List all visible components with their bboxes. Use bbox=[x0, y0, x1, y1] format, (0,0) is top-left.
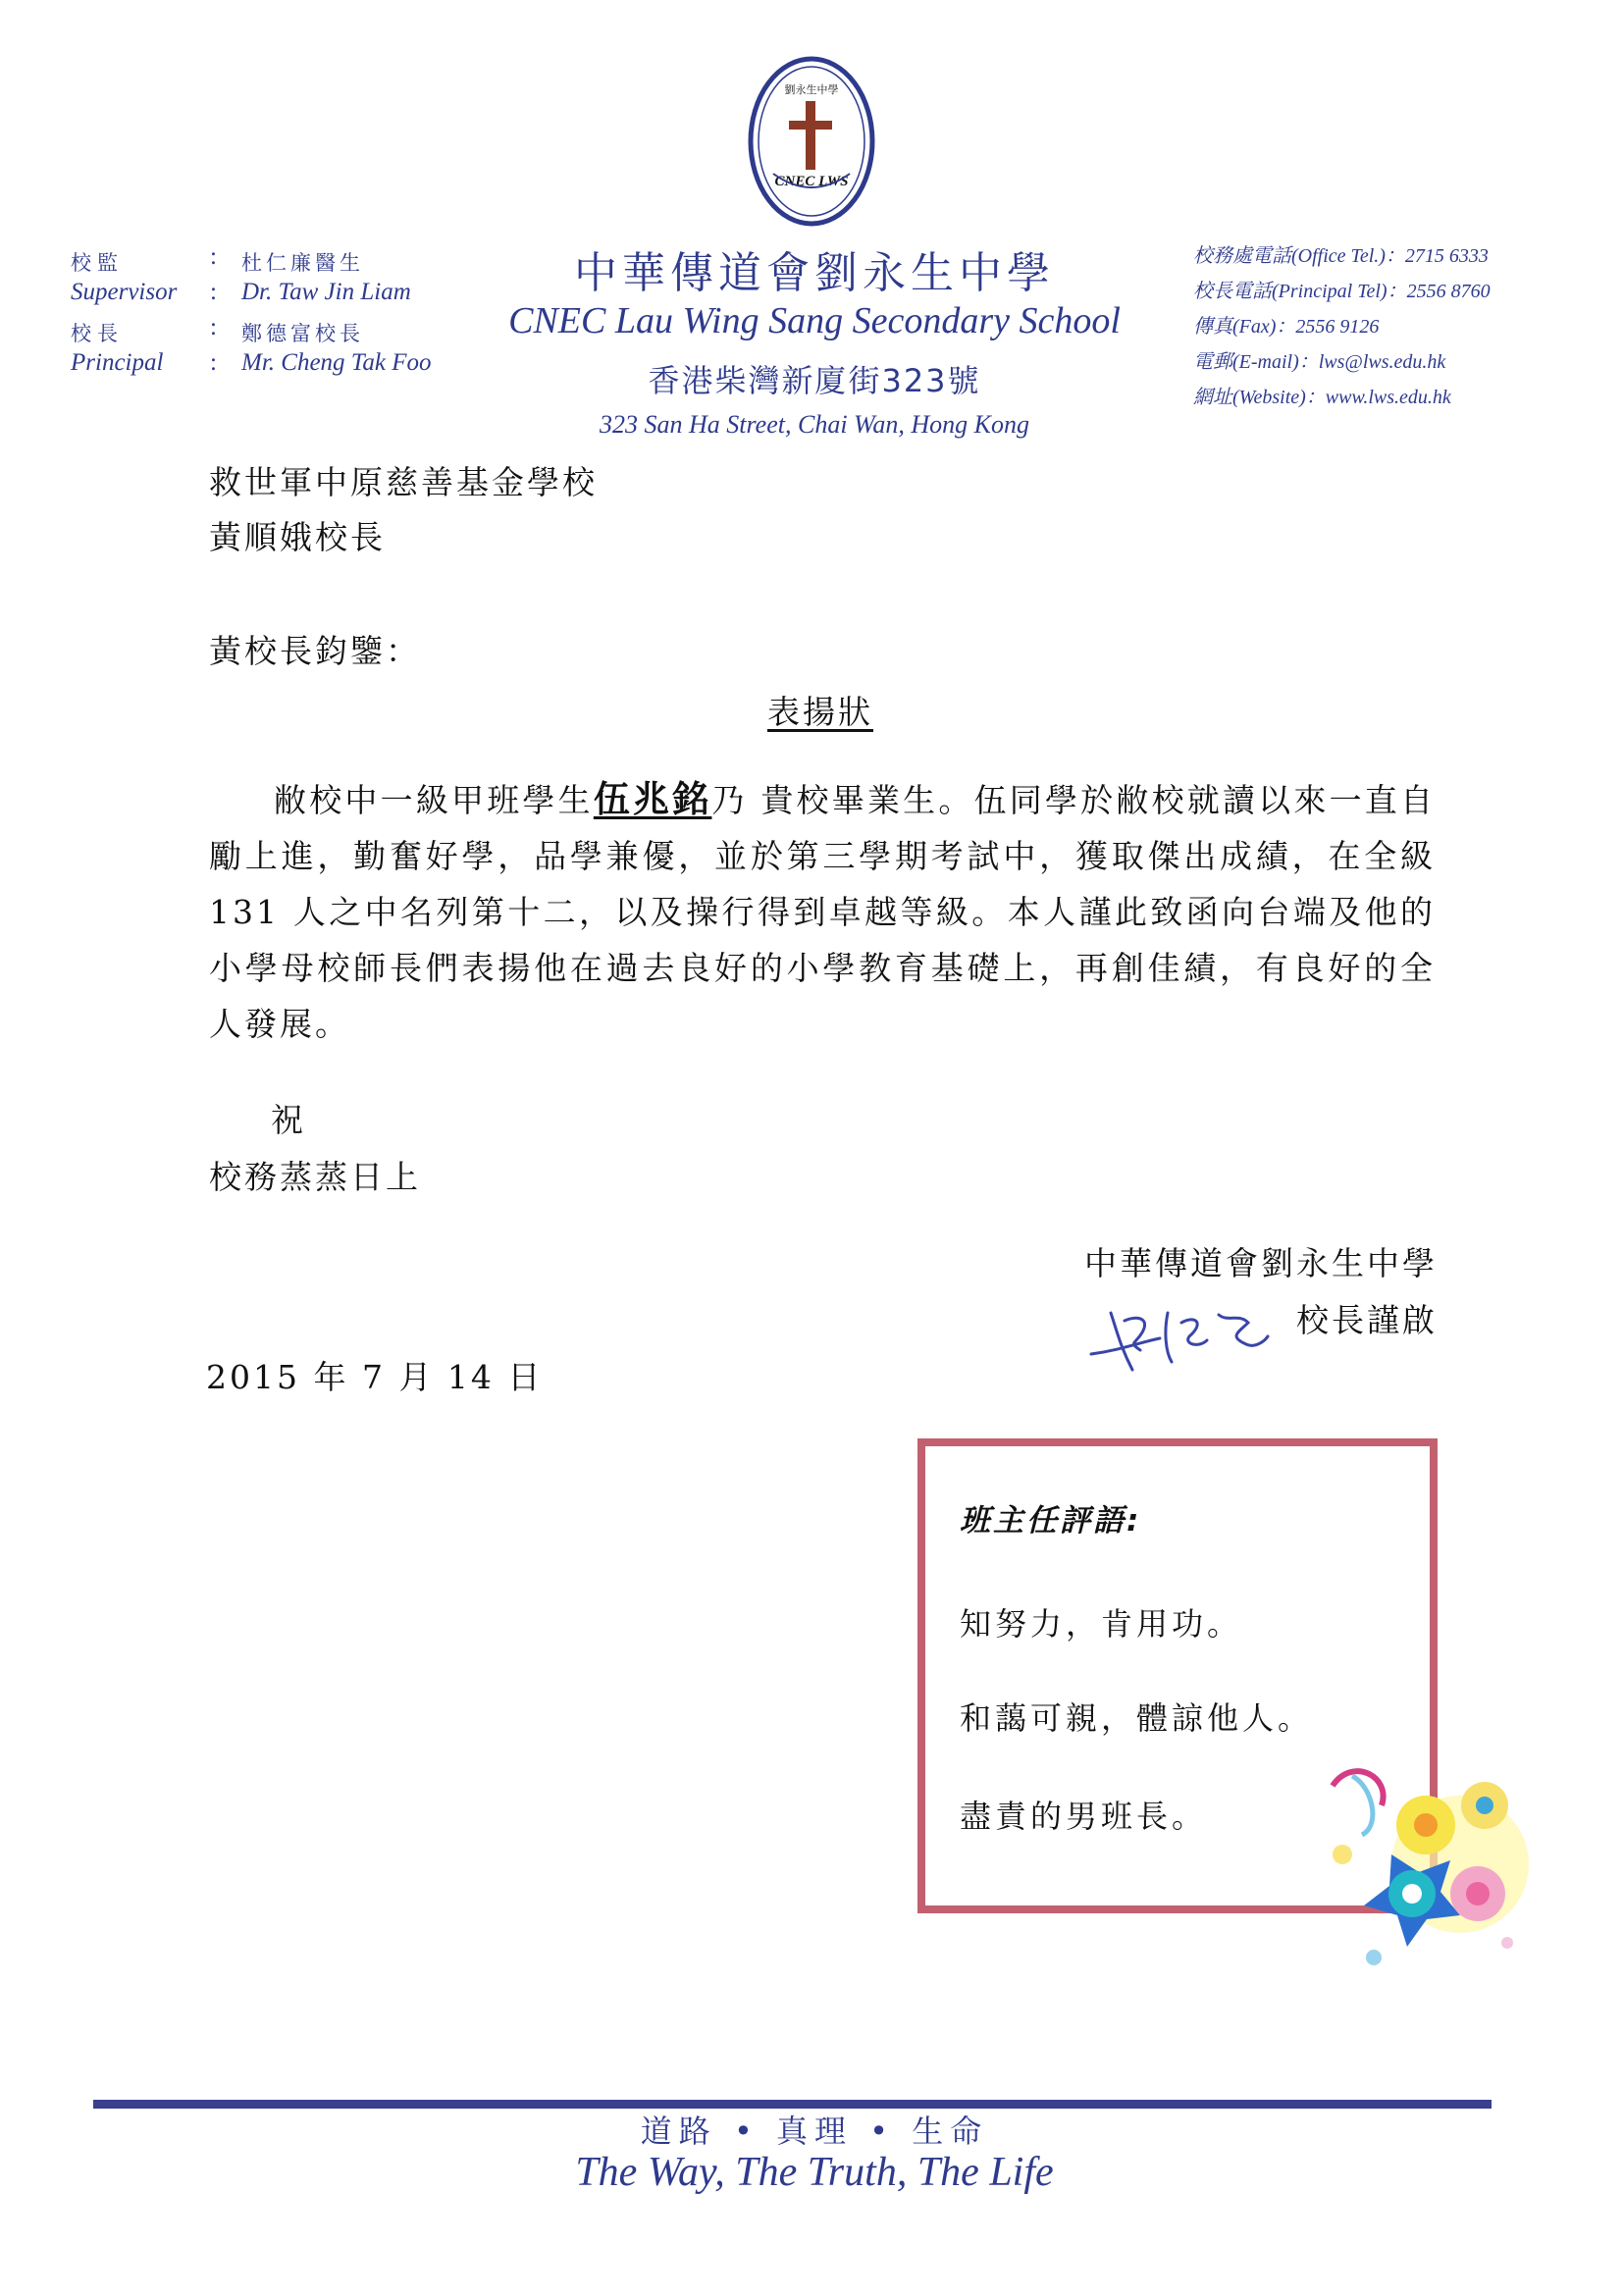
recipient-org: 救世軍中原慈善基金學校 bbox=[209, 463, 598, 501]
comment-line: 盡責的男班長。 bbox=[960, 1798, 1208, 1835]
school-address-en: 323 San Ha Street, Chai Wan, Hong Kong bbox=[600, 410, 1029, 439]
official-value: 鄭德富校長 bbox=[241, 322, 364, 345]
contact-fax: 傳真(Fax)：2556 9126 bbox=[1193, 316, 1380, 338]
letter-date: 2015 年 7 月 14 日 bbox=[206, 1358, 544, 1396]
letter-title: 表揚狀 bbox=[767, 693, 873, 731]
cross-icon bbox=[806, 101, 815, 170]
motto-en: The Way, The Truth, The Life bbox=[575, 2150, 1054, 2195]
official-label: 校長 bbox=[71, 322, 124, 345]
official-value: 杜仁廉醫生 bbox=[241, 251, 364, 275]
closing-wish: 祝 bbox=[271, 1101, 306, 1139]
handwritten-signature bbox=[1081, 1293, 1278, 1377]
official-label: 校監 bbox=[71, 251, 124, 275]
logo-abbr: CNEC LWS bbox=[774, 174, 849, 189]
recipient-name: 黃順娥校長 bbox=[209, 518, 386, 556]
school-logo bbox=[746, 54, 878, 229]
body-text: 乃 貴校畢業生。伍同學於敝校就讀以來一直自勵上進，勤奮好學，品學兼優，並於第三學期考試中，獲取傑出成績，在全級 131 人之中名列第十二，以及操行得到卓越等級。本人謹此致函向台端及他的小學母校師長們表揚他在過去良好的小學教育基礎上，再創佳績，有良好的全人發展。 bbox=[209, 781, 1436, 1043]
official-value: Mr. Cheng Tak Foo bbox=[241, 349, 432, 376]
contact-office-tel: 校務處電話(Office Tel.)：2715 6333 bbox=[1193, 245, 1489, 267]
salutation: 黃校長鈞鑒： bbox=[209, 632, 421, 670]
header-contacts bbox=[1193, 239, 1491, 416]
body-intro: 敝校中一級甲班學生 bbox=[274, 781, 594, 819]
comment-line: 和藹可親，體諒他人。 bbox=[960, 1699, 1314, 1737]
contact-email: 電郵(E-mail)：lws@lws.edu.hk bbox=[1193, 351, 1446, 373]
school-address-cn: 香港柴灣新廈街323號 bbox=[648, 362, 981, 399]
sender-school: 中華傳道會劉永生中學 bbox=[1084, 1244, 1438, 1282]
letter-body bbox=[209, 771, 1436, 1052]
student-name: 伍兆銘 bbox=[593, 777, 712, 820]
sender-title: 校長謹啟 bbox=[1296, 1301, 1438, 1339]
official-label: Supervisor bbox=[71, 279, 178, 305]
contact-website: 網址(Website)：www.lws.edu.hk bbox=[1193, 387, 1451, 408]
school-name-en: CNEC Lau Wing Sang Secondary School bbox=[508, 300, 1121, 341]
closing-line: 校務蒸蒸日上 bbox=[209, 1158, 421, 1196]
logo-text: 劉永生中學 bbox=[784, 83, 839, 96]
comment-line: 知努力，肯用功。 bbox=[960, 1605, 1243, 1643]
official-value: Dr. Taw Jin Liam bbox=[241, 279, 411, 305]
contact-principal-tel: 校長電話(Principal Tel)：2556 8760 bbox=[1193, 281, 1491, 302]
comment-box-title: 班主任評語: bbox=[960, 1503, 1142, 1539]
school-name-cn: 中華傳道會劉永生中學 bbox=[574, 248, 1055, 298]
flower-decoration-icon bbox=[1313, 1747, 1558, 1992]
motto-cn: 道路 • 真理 • 生命 bbox=[640, 2113, 989, 2150]
official-label: Principal bbox=[71, 349, 164, 376]
